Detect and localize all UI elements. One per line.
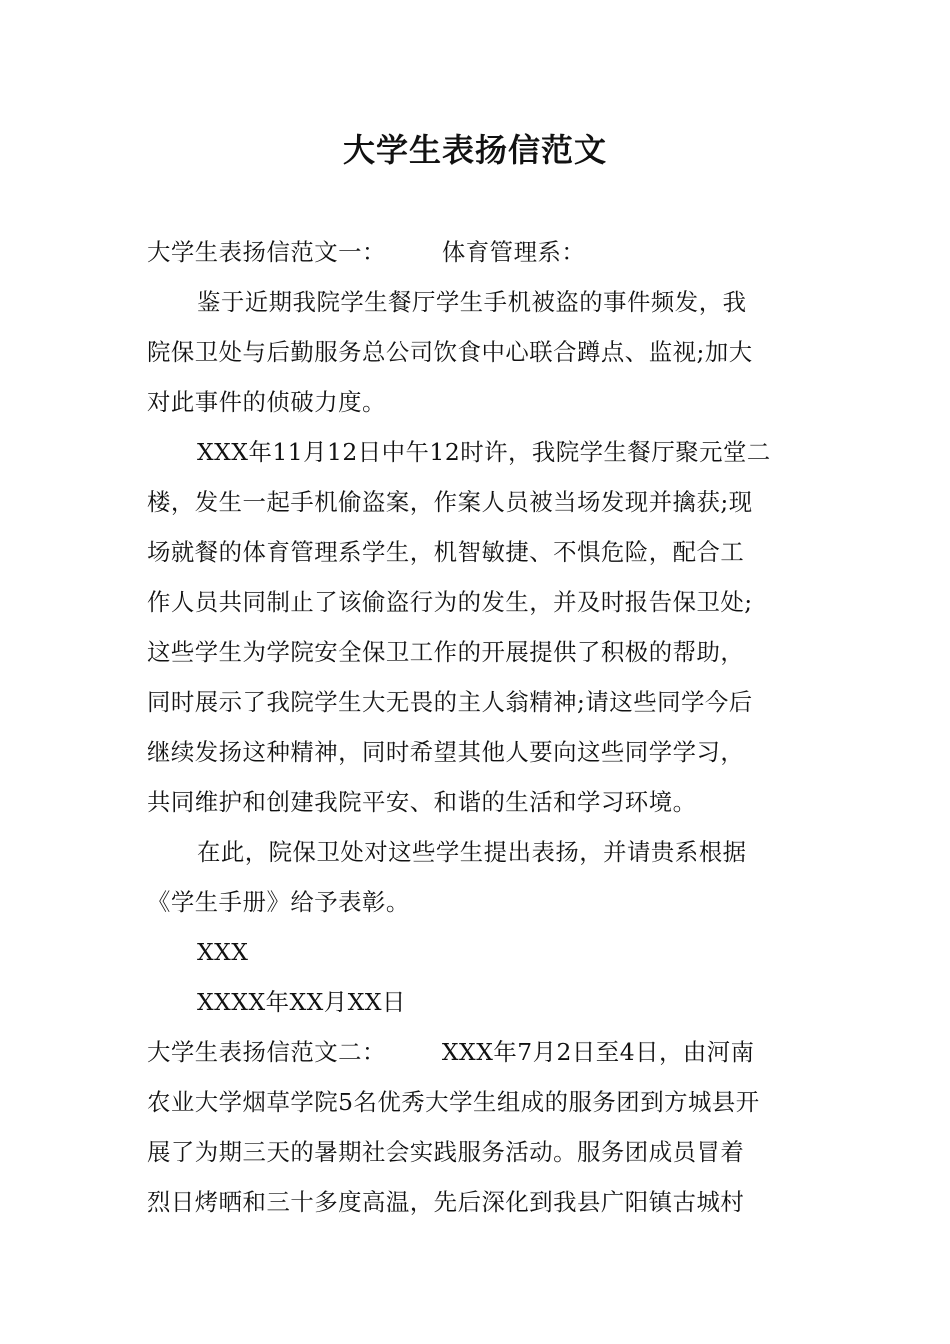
paragraph-line: 院保卫处与后勤服务总公司饮食中心联合蹲点、监视;加大 [147,338,753,366]
paragraph-line: 鉴于近期我院学生餐厅学生手机被盗的事件频发，我 [197,288,747,316]
section-heading: 大学生表扬信范文二： [147,1038,386,1066]
paragraph-line: 继续发扬这种精神，同时希望其他人要向这些同学学习， [147,738,745,766]
paragraph-line: 共同维护和创建我院平安、和谐的生活和学习环境。 [147,788,697,816]
document-body [147,227,807,1227]
signature: XXX [197,938,249,966]
paragraph-line: 楼，发生一起手机偷盗案，作案人员被当场发现并擒获;现 [147,488,753,516]
paragraph-line: 同时展示了我院学生大无畏的主人翁精神;请这些同学今后 [147,688,753,716]
paragraph-line: 作人员共同制止了该偷盗行为的发生，并及时报告保卫处; [147,588,753,616]
document-title: 大学生表扬信范文 [342,131,607,169]
paragraph-line: 农业大学烟草学院5名优秀大学生组成的服务团到方城县开 [147,1088,760,1116]
paragraph-line: 对此事件的侦破力度。 [147,388,386,416]
paragraph-line: 这些学生为学院安全保卫工作的开展提供了积极的帮助， [147,638,745,666]
recipient: 体育管理系： [441,238,586,266]
paragraph-start: XXX年7月2日至4日，由河南 [441,1038,755,1066]
date: XXXX年XX月XX日 [197,988,406,1016]
paragraph-line: 《学生手册》给予表彰。 [147,888,410,916]
paragraph-line: 展了为期三天的暑期社会实践服务活动。服务团成员冒着 [147,1138,745,1166]
paragraph-line: 烈日烤晒和三十多度高温，先后深化到我县广阳镇古城村 [147,1188,745,1216]
paragraph-line: 场就餐的体育管理系学生，机智敏捷、不惧危险，配合工 [147,538,745,566]
section-heading-line [147,227,807,277]
section-heading-line [147,1027,807,1077]
paragraph-line: 在此，院保卫处对这些学生提出表扬，并请贵系根据 [197,838,747,866]
paragraph-line: XXX年11月12日中午12时许，我院学生餐厅聚元堂二 [197,438,771,466]
section-heading: 大学生表扬信范文一： [147,238,386,266]
